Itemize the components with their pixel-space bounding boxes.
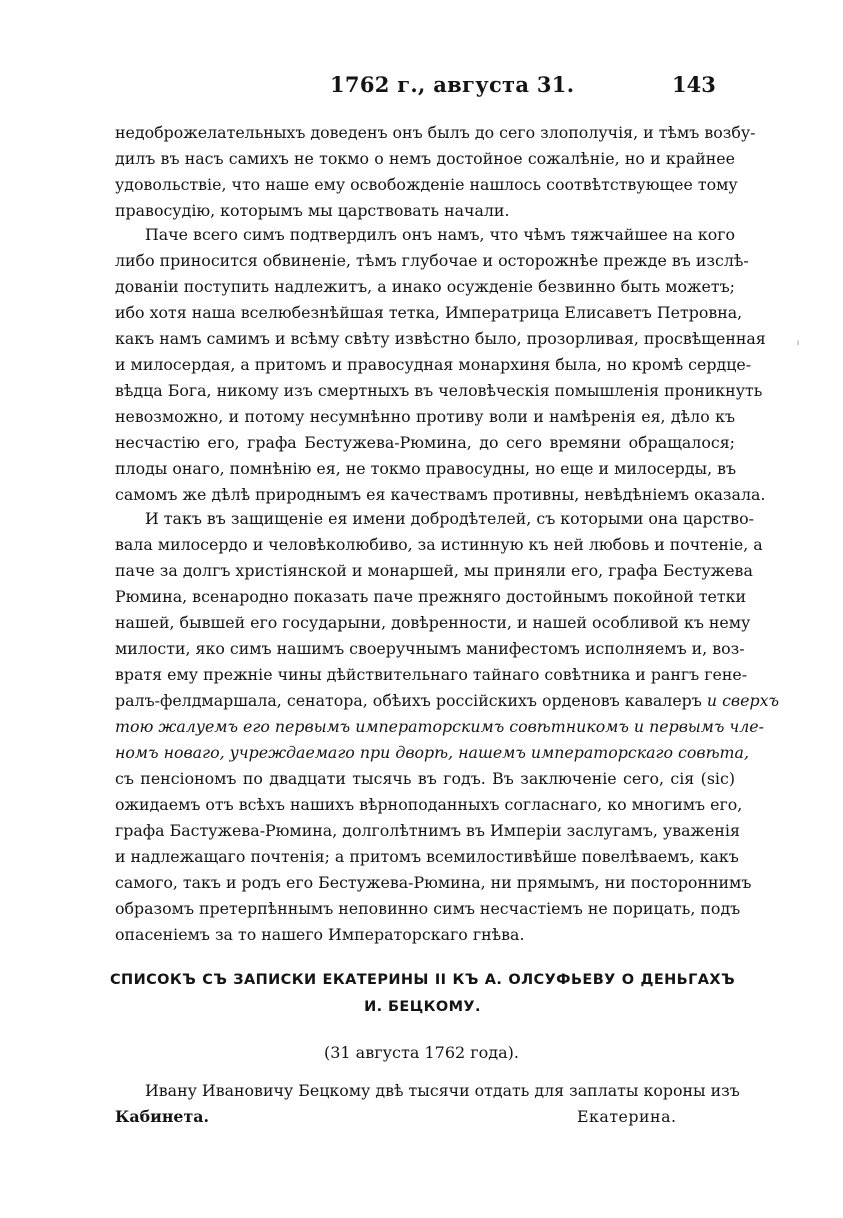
paragraph-line: Рюмина, всенародно показать паче прежняго достойнымъ покойной тетки xyxy=(115,587,747,606)
paragraph-line: дованіи поступить надлежитъ, а инако осужденіе безвинно быть можетъ; xyxy=(115,277,735,296)
note-line-2 xyxy=(115,1104,735,1130)
paragraph-line: И такъ въ защищеніе ея имени добродѣтелей, съ которыми она царство- xyxy=(145,509,754,528)
paragraph-line: паче за долгъ христіянской и монаршей, мы приняли его, графа Бестужева xyxy=(115,561,753,580)
paragraph-line: ожидаемъ отъ всѣхъ нашихъ вѣрноподанныхъ согласнаго, ко многимъ его, xyxy=(115,795,743,814)
paragraph-line: вала милосердо и человѣколюбиво, за истинную къ ней любовь и почтеніе, а xyxy=(115,535,763,554)
paragraph-line: ибо хотя наша вселюбезнѣйшая тетка, Императрица Елисаветъ Петровна, xyxy=(115,303,743,322)
margin-mark: ⁱ xyxy=(797,340,800,351)
paragraph-line: нашей, бывшей его государыни, довѣренности, и нашей особливой къ нему xyxy=(115,613,751,632)
paragraph-line: и надлежащаго почтенія; а притомъ всемилостивѣйше повелѣваемъ, какъ xyxy=(115,847,739,866)
paragraph-line: самомъ же дѣлѣ природнымъ ея качествамъ противны, невѣдѣніемъ оказала. xyxy=(115,485,766,504)
paragraph-line: дилъ въ насъ самихъ не токмо о немъ достойное сожалѣніе, но и крайнее xyxy=(115,149,735,168)
italic-text: и сверхъ xyxy=(706,691,780,710)
note-line-2-text: Кабинета. xyxy=(115,1107,209,1126)
note-text xyxy=(115,1078,740,1130)
section-title xyxy=(110,967,735,1021)
paragraph-line: правосудію, которымъ мы царствовать начали. xyxy=(115,201,510,220)
paragraph-line: либо приносится обвиненіе, тѣмъ глубочае и осторожнѣе прежде въ изслѣ- xyxy=(115,251,749,270)
signature: Екатерина. xyxy=(577,1107,677,1126)
paragraph-line: какъ намъ самимъ и всѣму свѣту извѣстно было, прозорливая, просвѣщенная xyxy=(115,329,766,348)
paragraph-line: Паче всего симъ подтвердилъ онъ намъ, что чѣмъ тяжчайшее на кого xyxy=(145,225,735,244)
paragraph-line: графа Бастужева-Рюмина, долголѣтнимъ въ Имперіи заслугамъ, уваженія xyxy=(115,821,740,840)
paragraph-line-italic: тою жалуемъ его первымъ императорскимъ совѣтникомъ и первымъ чле- xyxy=(115,717,764,736)
paragraph-line: вѣдца Бога, никому изъ смертныхъ въ человѣческія помышленія проникнуть xyxy=(115,381,763,400)
paragraph-line: плоды онаго, помнѣнію ея, не токмо правосудны, но еще и милосерды, въ xyxy=(115,459,737,478)
paragraph-line: съ пенсіономъ по двадцати тысячь въ годъ. Въ заключеніе сего, сія (sic) xyxy=(115,769,735,788)
line-text: ралъ-фелдмаршала, сенатора, обѣихъ россійскихъ орденовъ кавалеръ xyxy=(115,691,702,710)
section-date: (31 августа 1762 года). xyxy=(323,1043,519,1062)
paragraph-1 xyxy=(115,120,756,224)
paragraph-line-italic: номъ новаго, учреждаемаго при дворѣ, нашемъ императорскаго совѣта, xyxy=(115,743,749,762)
note-line-1: Ивану Ивановичу Бецкому двѣ тысячи отдать для заплаты короны изъ xyxy=(145,1081,740,1100)
paragraph-line: удовольствіе, что наше ему освобожденіе нашлось соотвѣтствующее тому xyxy=(115,175,738,194)
paragraph-3 xyxy=(115,506,780,948)
section-title-line-2: И. БЕЦКОМУ. xyxy=(364,999,481,1015)
paragraph-line: самого, такъ и родъ его Бестужева-Рюмина, ни прямымъ, ни постороннимъ xyxy=(115,873,752,892)
paragraph-line: невозможно, и потому несумнѣнно противу воли и намѣренія ея, дѣло къ xyxy=(115,407,735,426)
section-title-line-1: СПИСОКЪ СЪ ЗАПИСКИ ЕКАТЕРИНЫ II КЪ А. ОЛСУФЬЕВУ О ДЕНЬГАХЪ xyxy=(110,972,735,988)
paragraph-line: милости, яко симъ нашимъ своеручнымъ манифестомъ исполняемъ и, воз- xyxy=(115,639,745,658)
paragraph-2 xyxy=(115,222,766,508)
page-number: 143 xyxy=(672,72,716,97)
paragraph-line: вратя ему прежніе чины дѣйствительнаго тайнаго совѣтника и рангъ гене- xyxy=(115,665,748,684)
paragraph-line: и милосердая, а притомъ и правосудная монархиня была, но кромѣ сердце- xyxy=(115,355,752,374)
paragraph-line: образомъ претерпѣннымъ неповинно симъ несчастіемъ не порицать, подъ xyxy=(115,899,741,918)
paragraph-line-with-italic xyxy=(115,688,780,714)
paragraph-line: несчастію его, графа Бестужева-Рюмина, до сего времяни обращалося; xyxy=(115,433,735,452)
running-title: 1762 г., августа 31. xyxy=(330,72,575,97)
paragraph-line: недоброжелательныхъ доведенъ онъ былъ до сего злополучія, и тѣмъ возбу- xyxy=(115,123,756,142)
paragraph-line: опасеніемъ за то нашего Императорскаго гнѣва. xyxy=(115,925,525,944)
